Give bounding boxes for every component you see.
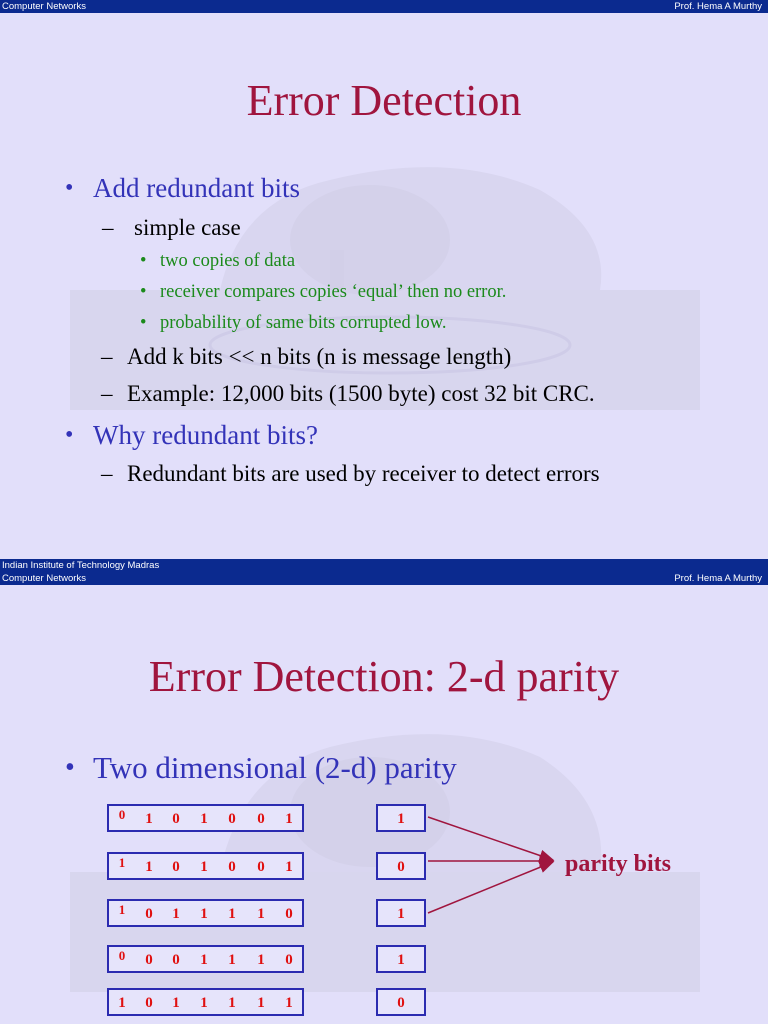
bit-cell: 1 (118, 995, 126, 1011)
bit-cell: 0 (145, 906, 153, 922)
bit-cell: 1 (200, 952, 208, 968)
sub-sub-bullet: • receiver compares copies ‘equal’ then no error. (140, 282, 507, 302)
bit-cell: 1 (285, 811, 293, 827)
bit-cell: 1 (172, 906, 180, 922)
bullet-why-redundant-bits: • Why redundant bits? (65, 420, 318, 450)
bit-cell: 0 (257, 811, 265, 827)
bit-row (107, 804, 304, 832)
footer-bar (0, 559, 768, 572)
bit-cell: 0 (118, 948, 126, 963)
slide-title: Error Detection (246, 76, 522, 125)
bit-cell: 0 (228, 859, 236, 875)
header-bar (0, 0, 768, 13)
course-name: Computer Networks (2, 573, 86, 584)
bit-cell: 0 (172, 859, 180, 875)
sub-bullet-simple-case: – simple case (102, 215, 241, 240)
slide-title: Error Detection: 2-d parity (148, 652, 620, 701)
parity-bit-box: 1 (376, 804, 426, 832)
bullet-two-dimensional-parity: • Two dimensional (2-d) parity (65, 750, 457, 785)
professor-name: Prof. Hema A Murthy (674, 573, 762, 584)
bit-cell: 1 (257, 906, 265, 922)
arrow-line (428, 862, 553, 913)
bullet-add-redundant-bits: • Add redundant bits (65, 173, 300, 203)
parity-bit-box: 0 (376, 852, 426, 880)
bit-cell: 1 (145, 811, 153, 827)
bit-cell: 1 (200, 995, 208, 1011)
course-name: Computer Networks (2, 1, 86, 12)
bit-cell: 1 (285, 859, 293, 875)
bit-cell: 0 (118, 807, 126, 822)
parity-bits-label: parity bits (565, 851, 672, 877)
parity-bit-box: 0 (376, 988, 426, 1016)
bit-row (107, 945, 304, 973)
slide-2d-parity (0, 572, 768, 1024)
sub-bullet-add-k-bits: – Add k bits << n bits (n is message length) (101, 344, 512, 369)
sub-bullet-receiver: – Redundant bits are used by receiver to detect errors (101, 461, 600, 486)
bit-cell: 0 (172, 952, 180, 968)
bit-row (107, 988, 304, 1016)
institute-name: Indian Institute of Technology Madras (2, 560, 160, 571)
bit-cell: 0 (257, 859, 265, 875)
sub-sub-bullet: • probability of same bits corrupted low. (140, 313, 447, 333)
bit-cell: 1 (285, 995, 293, 1011)
bit-cell: 0 (145, 995, 153, 1011)
bit-cell: 1 (257, 952, 265, 968)
parity-bit-box: 1 (376, 899, 426, 927)
sub-sub-bullet: • two copies of data (140, 251, 296, 271)
parity-bit-box: 1 (376, 945, 426, 973)
sub-bullet-example: – Example: 12,000 bits (1500 byte) cost 32 bit CRC. (101, 381, 595, 406)
bit-cell: 1 (200, 906, 208, 922)
bit-cell: 1 (172, 995, 180, 1011)
bit-cell: 1 (257, 995, 265, 1011)
bit-cell: 1 (118, 902, 126, 917)
bit-cell: 1 (200, 811, 208, 827)
bit-cell: 1 (228, 995, 236, 1011)
bit-cell: 0 (285, 906, 293, 922)
arrow-line (428, 817, 553, 860)
bit-cell: 0 (228, 811, 236, 827)
bit-cell: 0 (145, 952, 153, 968)
bit-cell: 1 (118, 855, 126, 870)
bit-row (107, 852, 304, 880)
bit-cell: 1 (200, 859, 208, 875)
bit-cell: 1 (145, 859, 153, 875)
bit-cell: 1 (228, 952, 236, 968)
professor-name: Prof. Hema A Murthy (674, 1, 762, 12)
bit-row (107, 899, 304, 927)
bit-cell: 0 (172, 811, 180, 827)
bit-cell: 0 (285, 952, 293, 968)
bit-cell: 1 (228, 906, 236, 922)
